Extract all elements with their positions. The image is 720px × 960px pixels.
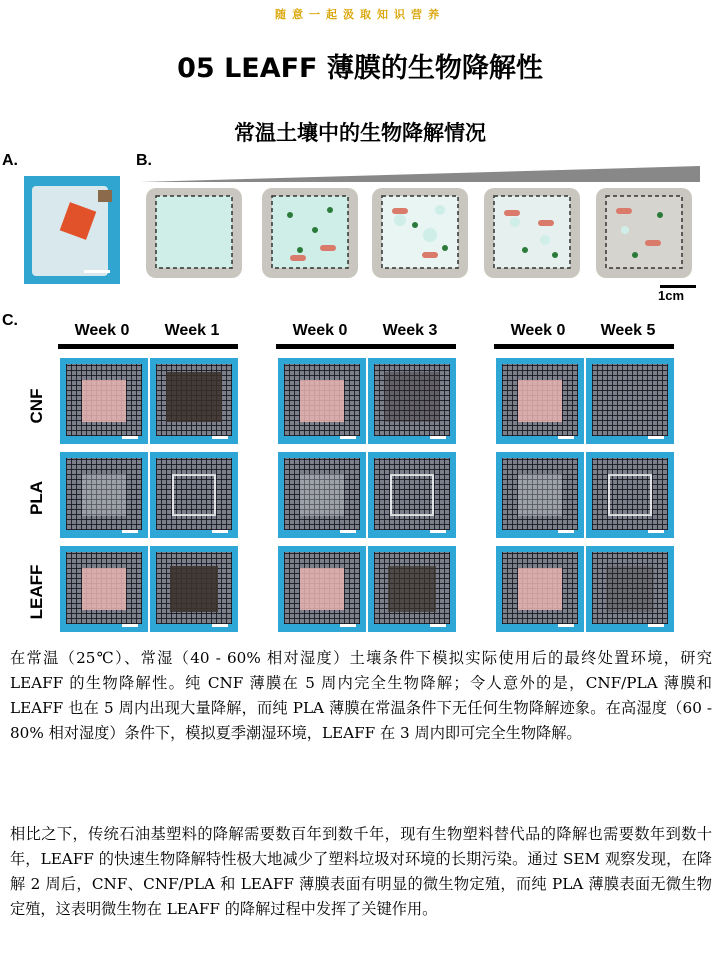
soil-tile-4 — [484, 188, 580, 278]
paragraph-2: 相比之下，传统石油基塑料的降解需要数百年到数千年，现有生物塑料替代品的降解也需要数年到数十年，LEAFF 的快速生物降解特性极大地减少了塑料垃圾对环境的长期污染。通过 SEM 观察发现，在降解 2 周后，CNF、CNF/PLA 和 LEAFF 薄膜表面有明显的微生物定殖，而纯 PLA 薄膜表面无微生物定殖，这表明微生物在 LEAFF 的降解过程中发挥了关键作用。 — [10, 825, 712, 918]
sample-photo — [60, 546, 148, 632]
sample-photo — [60, 358, 148, 444]
soil-tile-1 — [146, 188, 242, 278]
soil-tile-3 — [372, 188, 468, 278]
sample-photo — [150, 546, 238, 632]
week-bar — [494, 344, 674, 349]
row-label-leaff: LEAFF — [27, 564, 46, 620]
sample-photo — [368, 452, 456, 538]
sample-photo — [496, 546, 584, 632]
sample-photo — [368, 546, 456, 632]
sample-photo — [496, 358, 584, 444]
sample-photo — [60, 452, 148, 538]
header-banner: 随意一起汲取知识营养 — [275, 8, 445, 21]
panel-a-photo — [24, 176, 120, 284]
sample-photo — [150, 452, 238, 538]
week-header: Week 0 — [510, 322, 566, 339]
sample-photo — [586, 358, 674, 444]
row-label-cnf: CNF — [27, 388, 46, 424]
week-header: Week 0 — [292, 322, 348, 339]
panel-b-label: B. — [136, 152, 152, 169]
humidity-gradient-wedge — [140, 166, 700, 182]
week-header: Week 0 — [74, 322, 130, 339]
scale-label: 1cm — [658, 288, 685, 303]
sample-photo — [586, 452, 674, 538]
panel-c-label: C. — [2, 312, 18, 329]
soil-tile-5 — [596, 188, 692, 278]
week-header: Week 5 — [600, 322, 656, 339]
soil-tile-2 — [262, 188, 358, 278]
sample-photo — [150, 358, 238, 444]
row-label-pla: PLA — [27, 481, 46, 515]
week-bar — [58, 344, 238, 349]
panel-a-label: A. — [2, 152, 18, 169]
paragraph-1: 在常温（25℃）、常湿（40 - 60% 相对湿度）土壤条件下模拟实际使用后的最终处置环境，研究 LEAFF 的生物降解性。纯 CNF 薄膜在 5 周内完全生物降解；令人意外的是，CNF/PLA 薄膜和 LEAFF 也在 5 周内出现大量降解，而纯 PLA 薄膜在常温条件下无任何生物降解迹象。在高湿度（60 - 80% 相对湿度）条件下，模拟夏季潮湿环境，LEAFF 在 3 周内即可完全生物降解。 — [10, 649, 712, 742]
sample-photo — [278, 546, 366, 632]
panel-b-diagram — [140, 160, 702, 308]
sample-photo — [278, 358, 366, 444]
sample-photo — [278, 452, 366, 538]
week-header: Week 1 — [164, 322, 220, 339]
section-subtitle: 常温土壤中的生物降解情况 — [234, 121, 486, 145]
sample-photo — [496, 452, 584, 538]
sample-photo — [368, 358, 456, 444]
week-bar — [276, 344, 456, 349]
page-title: 05 LEAFF 薄膜的生物降解性 — [177, 53, 543, 84]
week-header: Week 3 — [382, 322, 438, 339]
sample-photo — [586, 546, 674, 632]
